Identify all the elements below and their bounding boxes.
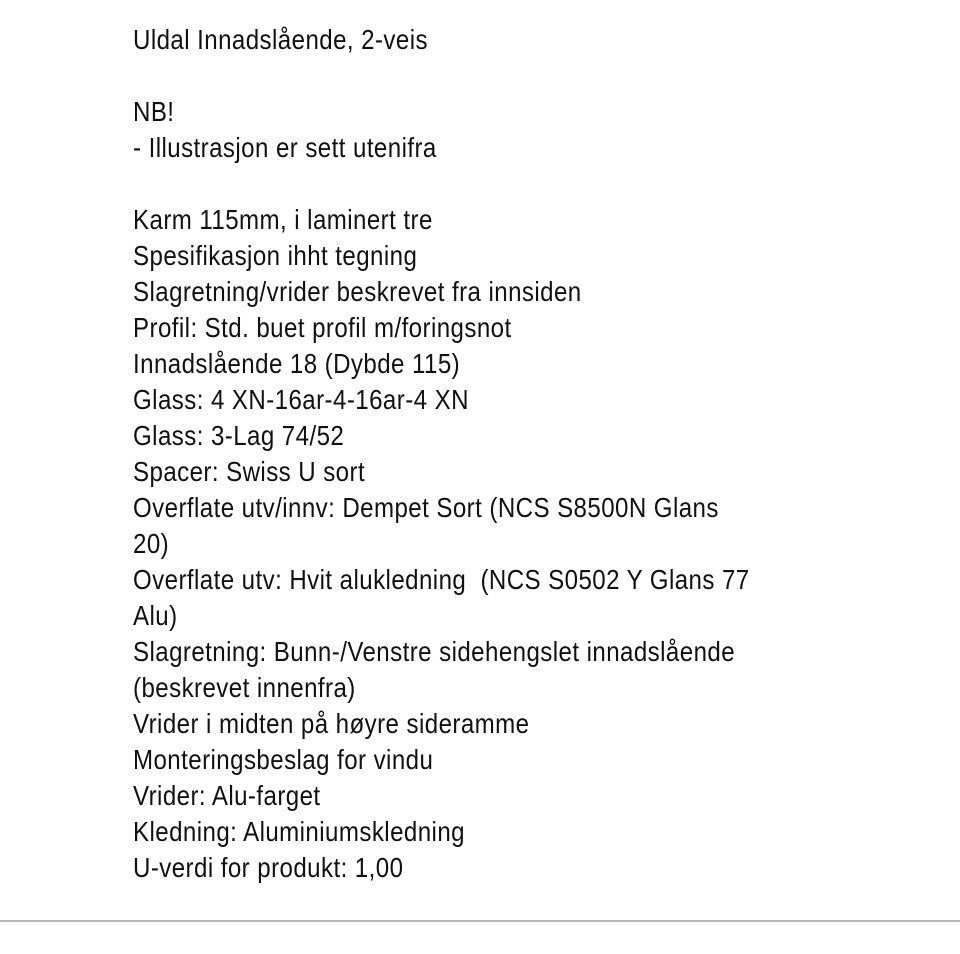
- spec-frame: Karm 115mm, i laminert tre: [133, 204, 433, 235]
- spec-hinge-cont: (beskrevet innenfra): [133, 672, 356, 703]
- spacer: [133, 58, 933, 94]
- spec-inward-opening: Innadslående 18 (Dybde 115): [133, 348, 461, 379]
- spacer: [133, 166, 933, 202]
- spec-drawing: Spesifikasjon ihht tegning: [133, 240, 418, 271]
- spec-opening-direction: Slagretning/vrider beskrevet fra innsiden: [133, 276, 582, 307]
- spec-glass-composition: Glass: 4 XN-16ar-4-16ar-4 XN: [133, 384, 469, 415]
- spec-u-value: U-verdi for produkt: 1,00: [133, 852, 404, 883]
- spec-surface-both: Overflate utv/innv: Dempet Sort (NCS S8500N Glans: [133, 492, 719, 523]
- spec-surface-outside-cont: Alu): [133, 600, 178, 631]
- spec-hinge: Slagretning: Bunn-/Venstre sidehengslet innadslående: [133, 636, 736, 667]
- note-item: - Illustrasjon er sett utenifra: [133, 132, 437, 163]
- spec-mounting: Monteringsbeslag for vindu: [133, 744, 434, 775]
- spec-surface-outside: Overflate utv: Hvit alukledning (NCS S0502 Y Glans 77: [133, 564, 750, 595]
- spec-spacer: Spacer: Swiss U sort: [133, 456, 366, 487]
- note-heading: NB!: [133, 96, 175, 127]
- bottom-divider: [0, 920, 960, 922]
- spec-cladding: Kledning: Aluminiumskledning: [133, 816, 465, 847]
- product-title: Uldal Innadslående, 2-veis: [133, 24, 428, 55]
- spec-handle-position: Vrider i midten på høyre sideramme: [133, 708, 530, 739]
- spec-profile: Profil: Std. buet profil m/foringsnot: [133, 312, 512, 343]
- spec-list: [133, 202, 933, 886]
- spec-handle-color: Vrider: Alu-farget: [133, 780, 321, 811]
- spec-surface-both-cont: 20): [133, 528, 170, 559]
- spec-glass-layers: Glass: 3-Lag 74/52: [133, 420, 345, 451]
- product-description: [133, 22, 933, 886]
